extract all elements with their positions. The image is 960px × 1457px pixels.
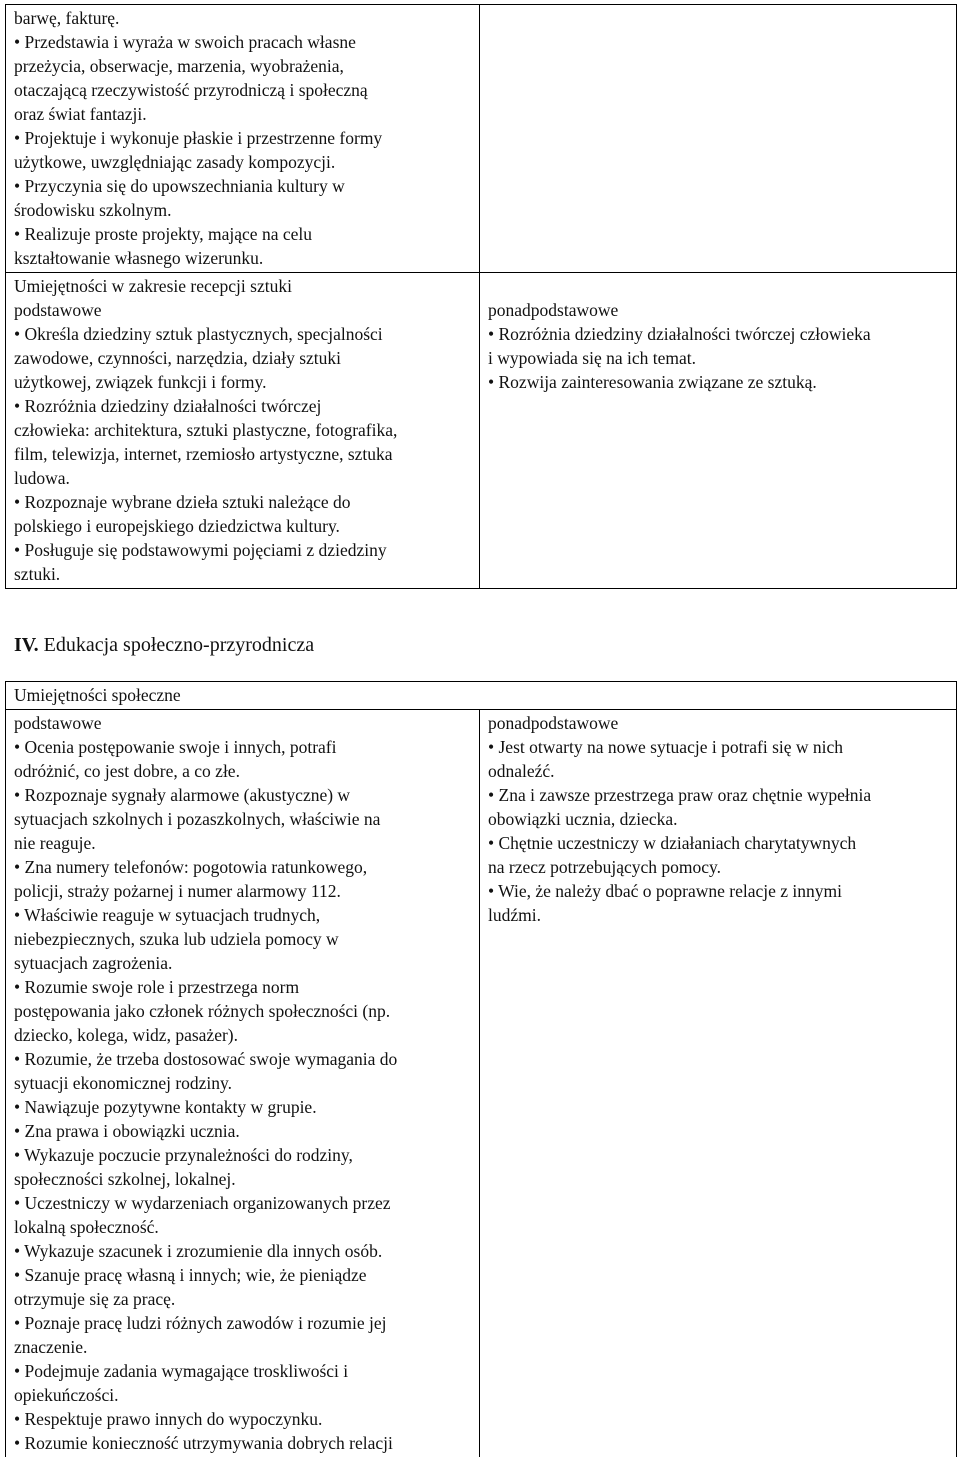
text-line: • Uczestniczy w wydarzeniach organizowanych przez [14,1191,471,1215]
text-line: środowisku szkolnym. [14,198,471,222]
text-line: lokalną społeczność. [14,1215,471,1239]
continued-text-cell [6,5,480,273]
text-line: kształtowanie własnego wizerunku. [14,246,471,270]
text-line: użytkowe, uwzględniając zasady kompozycji. [14,150,471,174]
table-row [6,682,957,710]
text-line: • Nawiązuje pozytywne kontakty w grupie. [14,1095,471,1119]
text-line: policji, straży pożarnej i numer alarmowy 112. [14,879,471,903]
text-line: film, telewizja, internet, rzemiosło artystyczne, sztuka [14,442,471,466]
continued-text [14,6,471,270]
basic-requirements-list [14,322,471,586]
text-line: • Zna prawa i obowiązki ucznia. [14,1119,471,1143]
text-line: dziecko, kolega, widz, pasażer). [14,1023,471,1047]
basic-requirements-cell [6,710,480,1457]
text-line: • Właściwie reaguje w sytuacjach trudnych, [14,903,471,927]
advanced-requirements-cell [480,273,957,589]
text-line: odnaleźć. [488,759,948,783]
text-line: • Określa dziedziny sztuk plastycznych, specjalności [14,322,471,346]
text-line: człowieka: architektura, sztuki plastyczne, fotografika, [14,418,471,442]
text-line: • Projektuje i wykonuje płaskie i przestrzenne formy [14,126,471,150]
section-number: IV. [14,634,39,656]
text-line: • Jest otwarty na nowe sytuacje i potrafi się w nich [488,735,948,759]
text-line: • Zna numery telefonów: pogotowia ratunkowego, [14,855,471,879]
social-skills-table [5,681,957,1457]
text-line: • Rozumie, że trzeba dostosować swoje wymagania do [14,1047,471,1071]
table-row [6,273,957,589]
text-line: • Ocenia postępowanie swoje i innych, potrafi [14,735,471,759]
text-line: ludowa. [14,466,471,490]
text-line: • Respektuje prawo innych do wypoczynku. [14,1407,471,1431]
text-line: • Wykazuje poczucie przynależności do rodziny, [14,1143,471,1167]
text-line: na rzecz potrzebujących pomocy. [488,855,948,879]
text-line: znaczenie. [14,1335,471,1359]
section-heading-title: Edukacja społeczno-przyrodnicza [44,634,314,656]
text-line: i wypowiada się na ich temat. [488,346,948,370]
text-line: • Rozumie swoje role i przestrzega norm [14,975,471,999]
text-line: sytuacji ekonomicznej rodziny. [14,1071,471,1095]
text-line: • Przyczynia się do upowszechniania kultury w [14,174,471,198]
advanced-requirements-cell [480,710,957,1457]
text-line: postępowania jako członek różnych społeczności (np. [14,999,471,1023]
text-line: • Wie, że należy dbać o poprawne relacje z innymi [488,879,948,903]
table-row [6,5,957,273]
text-line: użytkowej, związek funkcji i formy. [14,370,471,394]
text-line: • Chętnie uczestniczy w działaniach charytatywnych [488,831,948,855]
section-heading [14,632,314,658]
text-line: zawodowe, czynności, narzędzia, działy sztuki [14,346,471,370]
text-line: • Rozpoznaje sygnały alarmowe (akustyczne) w [14,783,471,807]
text-line: sytuacjach szkolnych i pozaszkolnych, właściwie na [14,807,471,831]
section-title: Umiejętności w zakresie recepcji sztuki [14,274,471,298]
text-line: • Zna i zawsze przestrzega praw oraz chętnie wypełnia [488,783,948,807]
text-line: sztuki. [14,562,471,586]
text-line: barwę, fakturę. [14,6,471,30]
section-title-cell [6,682,957,710]
text-line: oraz świat fantazji. [14,102,471,126]
text-line: • Wykazuje szacunek i zrozumienie dla innych osób. [14,1239,471,1263]
text-line: • Rozróżnia dziedziny działalności twórczej człowieka [488,322,948,346]
text-line: ludźmi. [488,903,948,927]
basic-requirements-list [14,735,471,1455]
text-line: otrzymuje się za pracę. [14,1287,471,1311]
text-line: • Szanuje pracę własną i innych; wie, że pieniądze [14,1263,471,1287]
advanced-label: ponadpodstawowe [488,711,948,735]
section-title: Umiejętności społeczne [14,683,948,707]
text-line: nie reaguje. [14,831,471,855]
empty-cell [480,5,957,273]
basic-label: podstawowe [14,298,471,322]
basic-label: podstawowe [14,711,471,735]
text-line: • Rozumie konieczność utrzymywania dobrych relacji [14,1431,471,1455]
advanced-label: ponadpodstawowe [488,298,948,322]
text-line: • Poznaje pracę ludzi różnych zawodów i rozumie jej [14,1311,471,1335]
text-line: • Rozpoznaje wybrane dzieła sztuki należące do [14,490,471,514]
text-line: niebezpiecznych, szuka lub udziela pomocy w [14,927,471,951]
text-line: sytuacjach zagrożenia. [14,951,471,975]
text-line: społeczności szkolnej, lokalnej. [14,1167,471,1191]
art-reception-table [5,4,957,589]
advanced-requirements-list [488,735,948,927]
text-line: polskiego i europejskiego dziedzictwa kultury. [14,514,471,538]
text-line: opiekuńczości. [14,1383,471,1407]
basic-requirements-cell [6,273,480,589]
text-line: • Przedstawia i wyraża w swoich pracach własne [14,30,471,54]
text-line: • Rozróżnia dziedziny działalności twórczej [14,394,471,418]
text-line: przeżycia, obserwacje, marzenia, wyobrażenia, [14,54,471,78]
text-line: • Posługuje się podstawowymi pojęciami z dziedziny [14,538,471,562]
text-line: otaczającą rzeczywistość przyrodniczą i społeczną [14,78,471,102]
table-row [6,710,957,1457]
text-line: obowiązki ucznia, dziecka. [488,807,948,831]
text-line: • Podejmuje zadania wymagające troskliwości i [14,1359,471,1383]
text-line: odróżnić, co jest dobre, a co złe. [14,759,471,783]
advanced-requirements-list [488,322,948,394]
text-line: • Realizuje proste projekty, mające na celu [14,222,471,246]
text-line: • Rozwija zainteresowania związane ze sztuką. [488,370,948,394]
